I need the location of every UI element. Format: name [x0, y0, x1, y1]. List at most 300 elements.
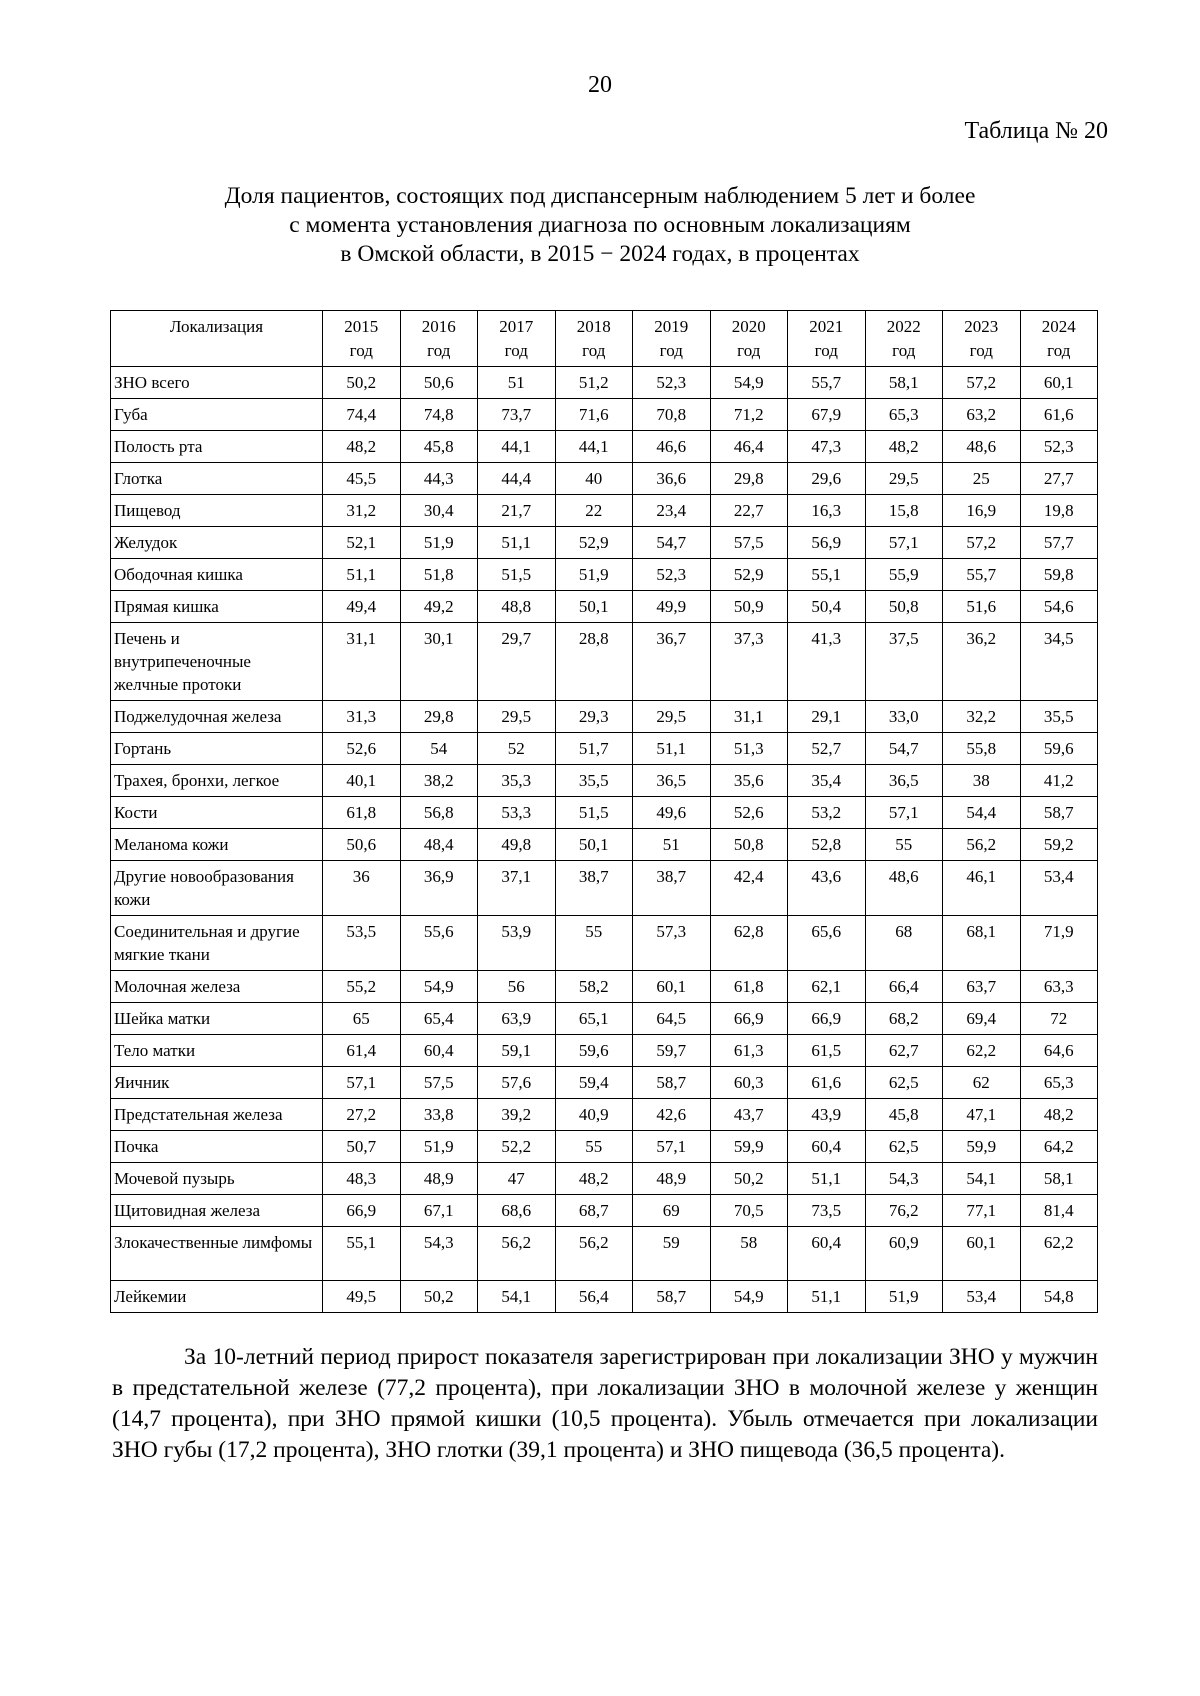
table-row [111, 765, 1098, 797]
value-cell: 53,2 [788, 797, 866, 829]
value-cell: 35,5 [1020, 701, 1098, 733]
value-cell: 36 [323, 861, 401, 916]
value-cell: 60,1 [943, 1227, 1021, 1281]
localization-name: Соединительная и другие мягкие ткани [111, 916, 323, 971]
value-cell: 48,9 [400, 1163, 478, 1195]
value-cell: 36,6 [633, 463, 711, 495]
value-cell: 52,3 [1020, 431, 1098, 463]
value-cell: 60,4 [400, 1035, 478, 1067]
value-cell: 62,7 [865, 1035, 943, 1067]
value-cell: 48,2 [865, 431, 943, 463]
value-cell: 35,4 [788, 765, 866, 797]
value-cell: 52,3 [633, 367, 711, 399]
value-cell: 48,6 [865, 861, 943, 916]
value-cell: 61,4 [323, 1035, 401, 1067]
value-cell: 37,5 [865, 623, 943, 701]
value-cell: 68 [865, 916, 943, 971]
value-cell: 16,3 [788, 495, 866, 527]
year-header-suffix: год [349, 341, 373, 360]
table-row [111, 431, 1098, 463]
value-cell: 58,7 [633, 1281, 711, 1313]
value-cell: 55,8 [943, 733, 1021, 765]
value-cell: 64,5 [633, 1003, 711, 1035]
localization-name: Лейкемии [111, 1281, 323, 1313]
value-cell: 55,1 [323, 1227, 401, 1281]
value-cell: 54,1 [478, 1281, 556, 1313]
value-cell: 27,7 [1020, 463, 1098, 495]
year-header [323, 311, 401, 367]
value-cell: 48,2 [1020, 1099, 1098, 1131]
table-row [111, 495, 1098, 527]
localization-name: Молочная железа [111, 971, 323, 1003]
value-cell: 58,7 [1020, 797, 1098, 829]
value-cell: 65,3 [1020, 1067, 1098, 1099]
table-row [111, 797, 1098, 829]
value-cell: 52,1 [323, 527, 401, 559]
localization-name: Тело матки [111, 1035, 323, 1067]
value-cell: 36,2 [943, 623, 1021, 701]
table-row [111, 1131, 1098, 1163]
value-cell: 29,8 [710, 463, 788, 495]
value-cell: 67,9 [788, 399, 866, 431]
value-cell: 68,2 [865, 1003, 943, 1035]
value-cell: 62,5 [865, 1131, 943, 1163]
year-header-year: 2020 [731, 317, 766, 336]
year-header [400, 311, 478, 367]
value-cell: 51,5 [555, 797, 633, 829]
value-cell: 64,6 [1020, 1035, 1098, 1067]
value-cell: 48,9 [633, 1163, 711, 1195]
table-row [111, 591, 1098, 623]
page-number: 20 [588, 72, 612, 98]
table-row [111, 971, 1098, 1003]
value-cell: 52,9 [710, 559, 788, 591]
year-header-year: 2019 [654, 317, 689, 336]
localization-name: Трахея, бронхи, легкое [111, 765, 323, 797]
value-cell: 65,4 [400, 1003, 478, 1035]
value-cell: 49,5 [323, 1281, 401, 1313]
localization-name: Пищевод [111, 495, 323, 527]
value-cell: 50,1 [555, 591, 633, 623]
value-cell: 59,6 [1020, 733, 1098, 765]
value-cell: 50,6 [323, 829, 401, 861]
value-cell: 30,4 [400, 495, 478, 527]
value-cell: 76,2 [865, 1195, 943, 1227]
value-cell: 49,9 [633, 591, 711, 623]
value-cell: 30,1 [400, 623, 478, 701]
value-cell: 46,4 [710, 431, 788, 463]
value-cell: 55 [555, 916, 633, 971]
value-cell: 50,7 [323, 1131, 401, 1163]
value-cell: 51 [478, 367, 556, 399]
value-cell: 36,5 [633, 765, 711, 797]
value-cell: 35,3 [478, 765, 556, 797]
localization-name: Печень и внутрипеченочные желчные протоки [111, 623, 323, 701]
value-cell: 23,4 [633, 495, 711, 527]
value-cell: 65,3 [865, 399, 943, 431]
value-cell: 60,9 [865, 1227, 943, 1281]
value-cell: 51,1 [633, 733, 711, 765]
value-cell: 51,9 [555, 559, 633, 591]
year-header [943, 311, 1021, 367]
value-cell: 51 [633, 829, 711, 861]
year-header-year: 2015 [344, 317, 379, 336]
value-cell: 65,1 [555, 1003, 633, 1035]
value-cell: 57,1 [865, 797, 943, 829]
value-cell: 71,6 [555, 399, 633, 431]
value-cell: 38,7 [555, 861, 633, 916]
value-cell: 55,6 [400, 916, 478, 971]
value-cell: 53,5 [323, 916, 401, 971]
value-cell: 60,1 [1020, 367, 1098, 399]
table-row [111, 1003, 1098, 1035]
localization-name: Ободочная кишка [111, 559, 323, 591]
value-cell: 54,4 [943, 797, 1021, 829]
year-header [1020, 311, 1098, 367]
table-label: Таблица № 20 [964, 118, 1108, 144]
value-cell: 57,2 [943, 527, 1021, 559]
year-header [865, 311, 943, 367]
value-cell: 64,2 [1020, 1131, 1098, 1163]
value-cell: 36,7 [633, 623, 711, 701]
value-cell: 57,2 [943, 367, 1021, 399]
value-cell: 70,8 [633, 399, 711, 431]
table-row [111, 623, 1098, 701]
value-cell: 52,9 [555, 527, 633, 559]
value-cell: 48,2 [555, 1163, 633, 1195]
value-cell: 36,5 [865, 765, 943, 797]
table-row [111, 1227, 1098, 1281]
value-cell: 59 [633, 1227, 711, 1281]
value-cell: 49,2 [400, 591, 478, 623]
value-cell: 19,8 [1020, 495, 1098, 527]
localization-name: Злокачественные лимфомы [111, 1227, 323, 1281]
value-cell: 50,2 [710, 1163, 788, 1195]
value-cell: 56,8 [400, 797, 478, 829]
table-row [111, 463, 1098, 495]
value-cell: 29,6 [788, 463, 866, 495]
localization-header: Локализация [111, 311, 323, 367]
value-cell: 50,6 [400, 367, 478, 399]
value-cell: 52,2 [478, 1131, 556, 1163]
value-cell: 68,7 [555, 1195, 633, 1227]
value-cell: 57,1 [633, 1131, 711, 1163]
value-cell: 44,1 [555, 431, 633, 463]
value-cell: 59,9 [710, 1131, 788, 1163]
value-cell: 63,2 [943, 399, 1021, 431]
value-cell: 57,5 [400, 1067, 478, 1099]
value-cell: 67,1 [400, 1195, 478, 1227]
value-cell: 29,8 [400, 701, 478, 733]
value-cell: 58 [710, 1227, 788, 1281]
value-cell: 52 [478, 733, 556, 765]
year-header-suffix: год [504, 341, 528, 360]
value-cell: 56,4 [555, 1281, 633, 1313]
localization-name: Гортань [111, 733, 323, 765]
value-cell: 34,5 [1020, 623, 1098, 701]
value-cell: 51,5 [478, 559, 556, 591]
value-cell: 35,6 [710, 765, 788, 797]
table-row [111, 1067, 1098, 1099]
value-cell: 44,3 [400, 463, 478, 495]
value-cell: 62,2 [1020, 1227, 1098, 1281]
value-cell: 29,5 [633, 701, 711, 733]
value-cell: 54,9 [710, 1281, 788, 1313]
value-cell: 21,7 [478, 495, 556, 527]
value-cell: 61,8 [323, 797, 401, 829]
value-cell: 55,7 [788, 367, 866, 399]
value-cell: 55,9 [865, 559, 943, 591]
value-cell: 15,8 [865, 495, 943, 527]
value-cell: 50,2 [400, 1281, 478, 1313]
value-cell: 29,1 [788, 701, 866, 733]
year-header-year: 2016 [421, 317, 456, 336]
value-cell: 48,8 [478, 591, 556, 623]
value-cell: 38 [943, 765, 1021, 797]
year-header-suffix: год [582, 341, 606, 360]
value-cell: 63,3 [1020, 971, 1098, 1003]
value-cell: 46,6 [633, 431, 711, 463]
table-row [111, 1035, 1098, 1067]
year-header [555, 311, 633, 367]
value-cell: 51,1 [788, 1281, 866, 1313]
value-cell: 57,6 [478, 1067, 556, 1099]
value-cell: 54,1 [943, 1163, 1021, 1195]
value-cell: 47 [478, 1163, 556, 1195]
value-cell: 25 [943, 463, 1021, 495]
table-body [111, 367, 1098, 1313]
value-cell: 53,9 [478, 916, 556, 971]
value-cell: 65 [323, 1003, 401, 1035]
year-header-year: 2018 [576, 317, 611, 336]
value-cell: 57,5 [710, 527, 788, 559]
value-cell: 61,6 [1020, 399, 1098, 431]
localization-name: Губа [111, 399, 323, 431]
value-cell: 81,4 [1020, 1195, 1098, 1227]
value-cell: 45,8 [865, 1099, 943, 1131]
value-cell: 48,2 [323, 431, 401, 463]
year-header-year: 2023 [964, 317, 999, 336]
value-cell: 56,2 [478, 1227, 556, 1281]
value-cell: 29,5 [865, 463, 943, 495]
table-row [111, 527, 1098, 559]
value-cell: 49,8 [478, 829, 556, 861]
value-cell: 43,7 [710, 1099, 788, 1131]
value-cell: 70,5 [710, 1195, 788, 1227]
year-header [710, 311, 788, 367]
value-cell: 71,2 [710, 399, 788, 431]
value-cell: 59,2 [1020, 829, 1098, 861]
table-row [111, 399, 1098, 431]
value-cell: 59,6 [555, 1035, 633, 1067]
value-cell: 71,9 [1020, 916, 1098, 971]
value-cell: 60,3 [710, 1067, 788, 1099]
localization-name: Прямая кишка [111, 591, 323, 623]
value-cell: 16,9 [943, 495, 1021, 527]
localization-name: Глотка [111, 463, 323, 495]
value-cell: 54,3 [400, 1227, 478, 1281]
value-cell: 50,8 [865, 591, 943, 623]
table-row [111, 1281, 1098, 1313]
value-cell: 62,8 [710, 916, 788, 971]
value-cell: 43,9 [788, 1099, 866, 1131]
table-row [111, 1099, 1098, 1131]
title-line-3: в Омской области, в 2015 − 2024 годах, в процентах [340, 241, 860, 267]
value-cell: 52,8 [788, 829, 866, 861]
value-cell: 55 [555, 1131, 633, 1163]
value-cell: 38,7 [633, 861, 711, 916]
value-cell: 57,1 [323, 1067, 401, 1099]
value-cell: 43,6 [788, 861, 866, 916]
value-cell: 53,4 [1020, 861, 1098, 916]
value-cell: 32,2 [943, 701, 1021, 733]
value-cell: 63,9 [478, 1003, 556, 1035]
year-header-suffix: год [659, 341, 683, 360]
value-cell: 49,4 [323, 591, 401, 623]
value-cell: 40 [555, 463, 633, 495]
value-cell: 55 [865, 829, 943, 861]
value-cell: 56 [478, 971, 556, 1003]
value-cell: 38,2 [400, 765, 478, 797]
value-cell: 59,4 [555, 1067, 633, 1099]
value-cell: 55,2 [323, 971, 401, 1003]
value-cell: 51,8 [400, 559, 478, 591]
localization-name: Кости [111, 797, 323, 829]
value-cell: 61,6 [788, 1067, 866, 1099]
localization-name: Меланома кожи [111, 829, 323, 861]
localization-name: Поджелудочная железа [111, 701, 323, 733]
value-cell: 54,9 [710, 367, 788, 399]
value-cell: 51,9 [400, 527, 478, 559]
value-cell: 31,3 [323, 701, 401, 733]
value-cell: 42,6 [633, 1099, 711, 1131]
value-cell: 44,1 [478, 431, 556, 463]
value-cell: 54,7 [633, 527, 711, 559]
value-cell: 53,3 [478, 797, 556, 829]
table-row [111, 733, 1098, 765]
value-cell: 42,4 [710, 861, 788, 916]
value-cell: 60,4 [788, 1227, 866, 1281]
value-cell: 66,4 [865, 971, 943, 1003]
value-cell: 54 [400, 733, 478, 765]
title-line-2: с момента установления диагноза по основным локализациям [289, 212, 911, 238]
value-cell: 58,1 [1020, 1163, 1098, 1195]
table-row [111, 829, 1098, 861]
year-header-suffix: год [1047, 341, 1071, 360]
value-cell: 52,7 [788, 733, 866, 765]
value-cell: 48,3 [323, 1163, 401, 1195]
value-cell: 51,7 [555, 733, 633, 765]
value-cell: 58,2 [555, 971, 633, 1003]
value-cell: 51,9 [400, 1131, 478, 1163]
value-cell: 40,1 [323, 765, 401, 797]
value-cell: 60,1 [633, 971, 711, 1003]
value-cell: 31,2 [323, 495, 401, 527]
table-row [111, 1195, 1098, 1227]
value-cell: 52,3 [633, 559, 711, 591]
year-header-suffix: год [892, 341, 916, 360]
year-header-suffix: год [969, 341, 993, 360]
value-cell: 29,3 [555, 701, 633, 733]
year-header [633, 311, 711, 367]
table-row [111, 559, 1098, 591]
value-cell: 51,9 [865, 1281, 943, 1313]
year-header-year: 2024 [1041, 317, 1076, 336]
value-cell: 58,7 [633, 1067, 711, 1099]
value-cell: 59,1 [478, 1035, 556, 1067]
localization-name: Почка [111, 1131, 323, 1163]
year-header [788, 311, 866, 367]
value-cell: 58,1 [865, 367, 943, 399]
value-cell: 29,5 [478, 701, 556, 733]
value-cell: 37,1 [478, 861, 556, 916]
value-cell: 77,1 [943, 1195, 1021, 1227]
value-cell: 29,7 [478, 623, 556, 701]
table-row [111, 367, 1098, 399]
year-header [478, 311, 556, 367]
table-header-row [111, 311, 1098, 367]
value-cell: 41,2 [1020, 765, 1098, 797]
localization-name: ЗНО всего [111, 367, 323, 399]
value-cell: 56,9 [788, 527, 866, 559]
value-cell: 49,6 [633, 797, 711, 829]
value-cell: 27,2 [323, 1099, 401, 1131]
table-row [111, 861, 1098, 916]
value-cell: 56,2 [555, 1227, 633, 1281]
value-cell: 54,6 [1020, 591, 1098, 623]
value-cell: 50,2 [323, 367, 401, 399]
table-row [111, 916, 1098, 971]
value-cell: 65,6 [788, 916, 866, 971]
localization-name: Мочевой пузырь [111, 1163, 323, 1195]
value-cell: 59,7 [633, 1035, 711, 1067]
value-cell: 50,1 [555, 829, 633, 861]
value-cell: 60,4 [788, 1131, 866, 1163]
value-cell: 31,1 [323, 623, 401, 701]
value-cell: 45,8 [400, 431, 478, 463]
value-cell: 68,6 [478, 1195, 556, 1227]
value-cell: 61,5 [788, 1035, 866, 1067]
value-cell: 69 [633, 1195, 711, 1227]
value-cell: 74,8 [400, 399, 478, 431]
value-cell: 50,4 [788, 591, 866, 623]
value-cell: 73,5 [788, 1195, 866, 1227]
value-cell: 57,3 [633, 916, 711, 971]
value-cell: 52,6 [710, 797, 788, 829]
value-cell: 72 [1020, 1003, 1098, 1035]
value-cell: 55,1 [788, 559, 866, 591]
value-cell: 66,9 [323, 1195, 401, 1227]
value-cell: 50,9 [710, 591, 788, 623]
localization-name: Щитовидная железа [111, 1195, 323, 1227]
value-cell: 57,7 [1020, 527, 1098, 559]
value-cell: 41,3 [788, 623, 866, 701]
year-header-suffix: год [737, 341, 761, 360]
year-header-year: 2017 [499, 317, 534, 336]
value-cell: 51,1 [788, 1163, 866, 1195]
value-cell: 44,4 [478, 463, 556, 495]
year-header-suffix: год [814, 341, 838, 360]
value-cell: 45,5 [323, 463, 401, 495]
value-cell: 56,2 [943, 829, 1021, 861]
value-cell: 33,0 [865, 701, 943, 733]
value-cell: 53,4 [943, 1281, 1021, 1313]
value-cell: 68,1 [943, 916, 1021, 971]
value-cell: 62 [943, 1067, 1021, 1099]
value-cell: 73,7 [478, 399, 556, 431]
table-row [111, 701, 1098, 733]
value-cell: 66,9 [710, 1003, 788, 1035]
